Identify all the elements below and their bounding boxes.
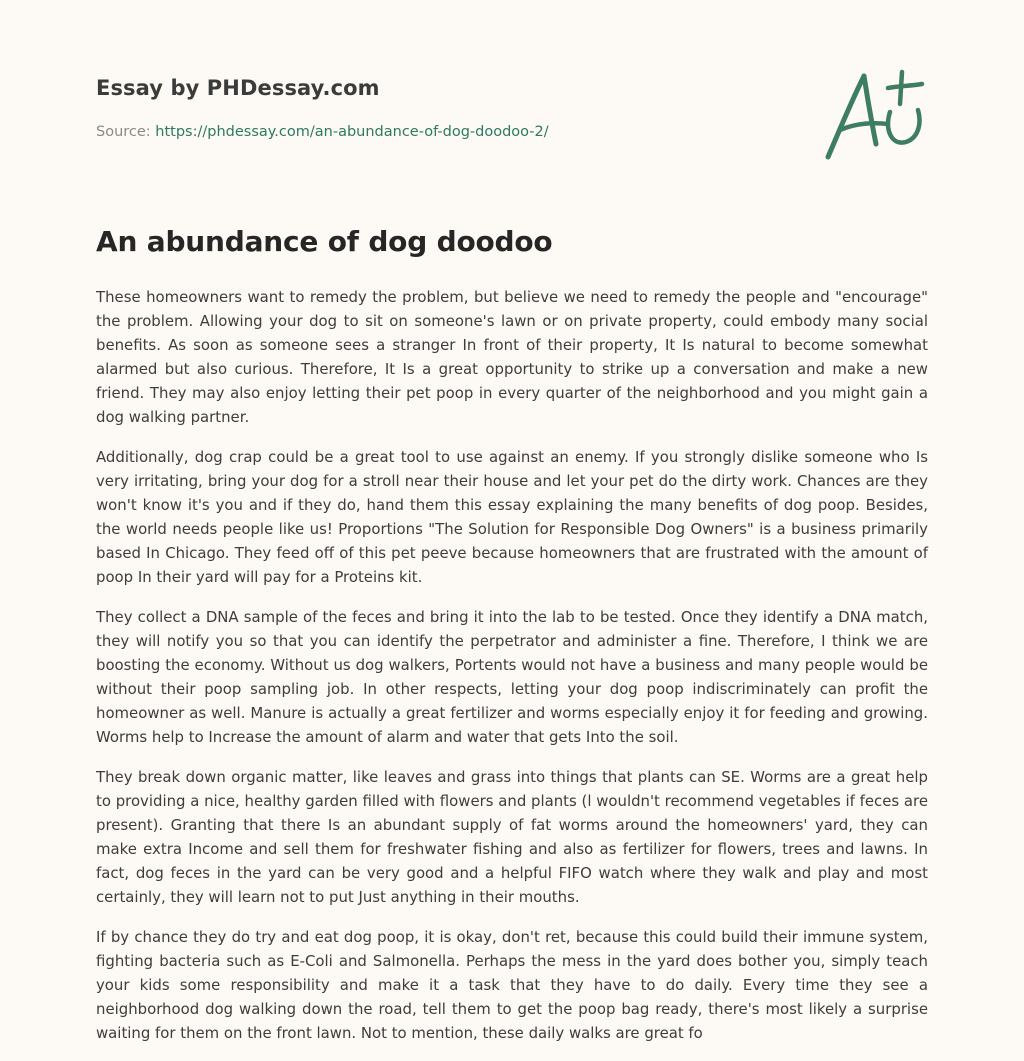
a-plus-grade-icon (818, 64, 930, 166)
essay-paragraph: These homeowners want to remedy the problem, but believe we need to remedy the people and "encourage" the problem. Allowing your dog to sit on someone's lawn or on private property, could embody many social benefits. As soon as someone sees a stranger In front of their property, It Is natural to become somewhat alarmed but also curious. Therefore, It Is a great opportunity to strike up a conversation and make a new friend. They may also enjoy letting their pet poop in every quarter of the neighborhood and you might gain a dog walking partner. (96, 288, 928, 426)
essay-paragraph: They break down organic matter, like leaves and grass into things that plants can SE. Worms are a great help to providing a nice, healthy garden filled with flowers and plants (l wouldn't recommend vegetables if feces are present). Granting that there Is an abundant supply of fat worms around the homeowners' yard, they can make extra Income and sell them for freshwater fishing and also as fertilizer for flowers, trees and lawns. In fact, dog feces in the yard can be very good and a helpful FIFO watch where they walk and play and most certainly, they will learn not to put Just anything in their mouths. (96, 768, 928, 906)
source-label: Source: (96, 124, 156, 140)
essay-paragraph: If by chance they do try and eat dog poop, it is okay, don't ret, because this could build their immune system, fighting bacteria such as E-Coli and Salmonella. Perhaps the mess in the yard does bother you, simply teach your kids some responsibility and make it a task that they have to do daily. Every time they see a neighborhood dog walking down the road, tell them to get the poop bag ready, there's most likely a surprise waiting for them on the front lawn. Not to mention, these daily walks are great fo (96, 928, 928, 1042)
essay-paragraph: Additionally, dog crap could be a great tool to use against an enemy. If you strongly dislike someone who Is very irritating, bring your dog for a stroll near their house and let your pet do the dirty work. Chances are they won't know it's you and if they do, hand them this essay explaining the many benefits of dog poop. Besides, the world needs people like us! Proportions "The Solution for Responsible Dog Owners" is a business primarily based In Chicago. They feed off of this pet peeve because homeowners that are frustrated with the amount of poop In their yard will pay for a Proteins kit. (96, 448, 928, 586)
source-line (96, 124, 549, 140)
essay-paragraph: They collect a DNA sample of the feces and bring it into the lab to be tested. Once they identify a DNA match, they will notify you so that you can identify the perpetrator and administer a fine. Therefore, I think we are boosting the economy. Without us dog walkers, Portents would not have a business and many people would be without their poop sampling job. In other respects, letting your dog poop indiscriminately can profit the homeowner as well. Manure is actually a great fertilizer and worms especially enjoy it for feeding and growing. Worms help to Increase the amount of alarm and water that gets Into the soil. (96, 608, 928, 746)
essay-body (96, 285, 928, 1061)
site-brand: Essay by PHDessay.com (96, 76, 380, 100)
source-link[interactable]: https://phdessay.com/an-abundance-of-dog-doodoo-2/ (155, 124, 549, 140)
essay-title: An abundance of dog doodoo (96, 225, 553, 258)
